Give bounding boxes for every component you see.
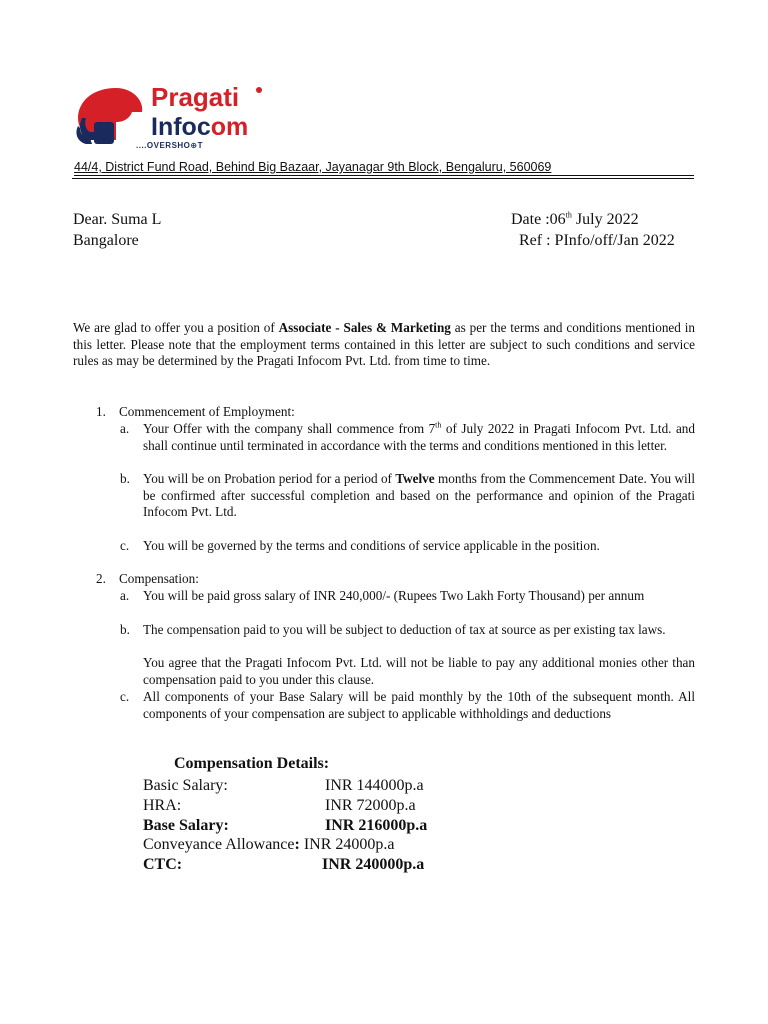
intro-paragraph: We are glad to offer you a position of Associate - Sales & Marketing as per the terms and conditions mentioned in this letter. Please note that the employment terms contained in this letter are subject to such conditions and service rules as may be determined by the Pragati Infocom Pvt. Ltd. from time to time. bbox=[73, 320, 695, 369]
brand-name-line1: Pragati bbox=[151, 82, 240, 112]
section2-a-text: You will be paid gross salary of INR 240,000/- (Rupees Two Lakh Forty Thousand) per annum bbox=[143, 588, 645, 603]
comp-value-conveyance: INR 24000p.a bbox=[299, 836, 395, 853]
section1-title: Commencement of Employment: bbox=[119, 404, 295, 419]
section1-c-label: c. bbox=[120, 538, 130, 553]
comp-label-conveyance: Conveyance Allowance bbox=[143, 836, 295, 853]
comp-label-ctc: CTC: bbox=[143, 856, 183, 873]
comp-label-basic: Basic Salary: bbox=[143, 777, 228, 794]
company-address: 44/4, District Fund Road, Behind Big Bazaar, Jayanagar 9th Block, Bengaluru, 560069 bbox=[74, 160, 694, 176]
letter-date: Date :06th July 2022 bbox=[511, 210, 639, 228]
brand-name-line2: Infocom bbox=[151, 113, 249, 141]
comp-value-ctc: INR 240000p.a bbox=[322, 856, 425, 873]
letter-reference: Ref : PInfo/off/Jan 2022 bbox=[519, 232, 675, 249]
section1-c-text: You will be governed by the terms and conditions of service applicable in the position. bbox=[143, 538, 600, 553]
section1-b-label: b. bbox=[120, 471, 130, 486]
section2-b-text2: You agree that the Pragati Infocom Pvt. Ltd. will not be liable to pay any additional monies other than compensation paid to you under this clause. bbox=[143, 655, 695, 687]
section2-a-label: a. bbox=[120, 588, 130, 603]
logo-signal-icon bbox=[256, 87, 262, 93]
comp-conveyance-row: Conveyance Allowance: INR 24000p.a bbox=[143, 836, 395, 853]
section1-a-label: a. bbox=[120, 421, 130, 436]
section2-b-text1: The compensation paid to you will be subject to deduction of tax at source as per existing tax laws. bbox=[143, 622, 666, 637]
comp-value-hra: INR 72000p.a bbox=[325, 797, 416, 814]
section2-title: Compensation: bbox=[119, 571, 199, 586]
brand-tagline: ....OVERSHO⊕T bbox=[136, 141, 203, 150]
salutation: Dear. Suma L bbox=[73, 211, 162, 228]
section2-c-text: All components of your Base Salary will be paid monthly by the 10th of the subsequent month. All components of your compensation are subject to applicable withholdings and deductions bbox=[143, 689, 695, 721]
section2-b-label: b. bbox=[120, 622, 130, 637]
comp-value-base: INR 216000p.a bbox=[325, 817, 428, 834]
logo-navy-block-icon bbox=[94, 122, 114, 144]
section2-number: 2. bbox=[96, 571, 106, 586]
section1-b-text: You will be on Probation period for a period of Twelve months from the Commencement Date. You will be confirmed after successful completion and based on the performance and opinion of the Pragati Infocom Pvt. Ltd. bbox=[143, 471, 695, 520]
section1-a-text: Your Offer with the company shall commence from 7th of July 2022 in Pragati Infocom Pvt. Ltd. and shall continue until terminated in accordance with the terms and conditions mentioned in this letter. bbox=[143, 420, 695, 453]
section1-number: 1. bbox=[96, 404, 106, 419]
comp-value-basic: INR 144000p.a bbox=[325, 777, 424, 794]
comp-label-hra: HRA: bbox=[143, 797, 182, 814]
header-divider bbox=[72, 178, 694, 179]
compensation-title: Compensation Details: bbox=[174, 755, 330, 772]
comp-label-base: Base Salary: bbox=[143, 817, 229, 834]
recipient-city: Bangalore bbox=[73, 232, 139, 249]
section2-c-label: c. bbox=[120, 689, 130, 704]
